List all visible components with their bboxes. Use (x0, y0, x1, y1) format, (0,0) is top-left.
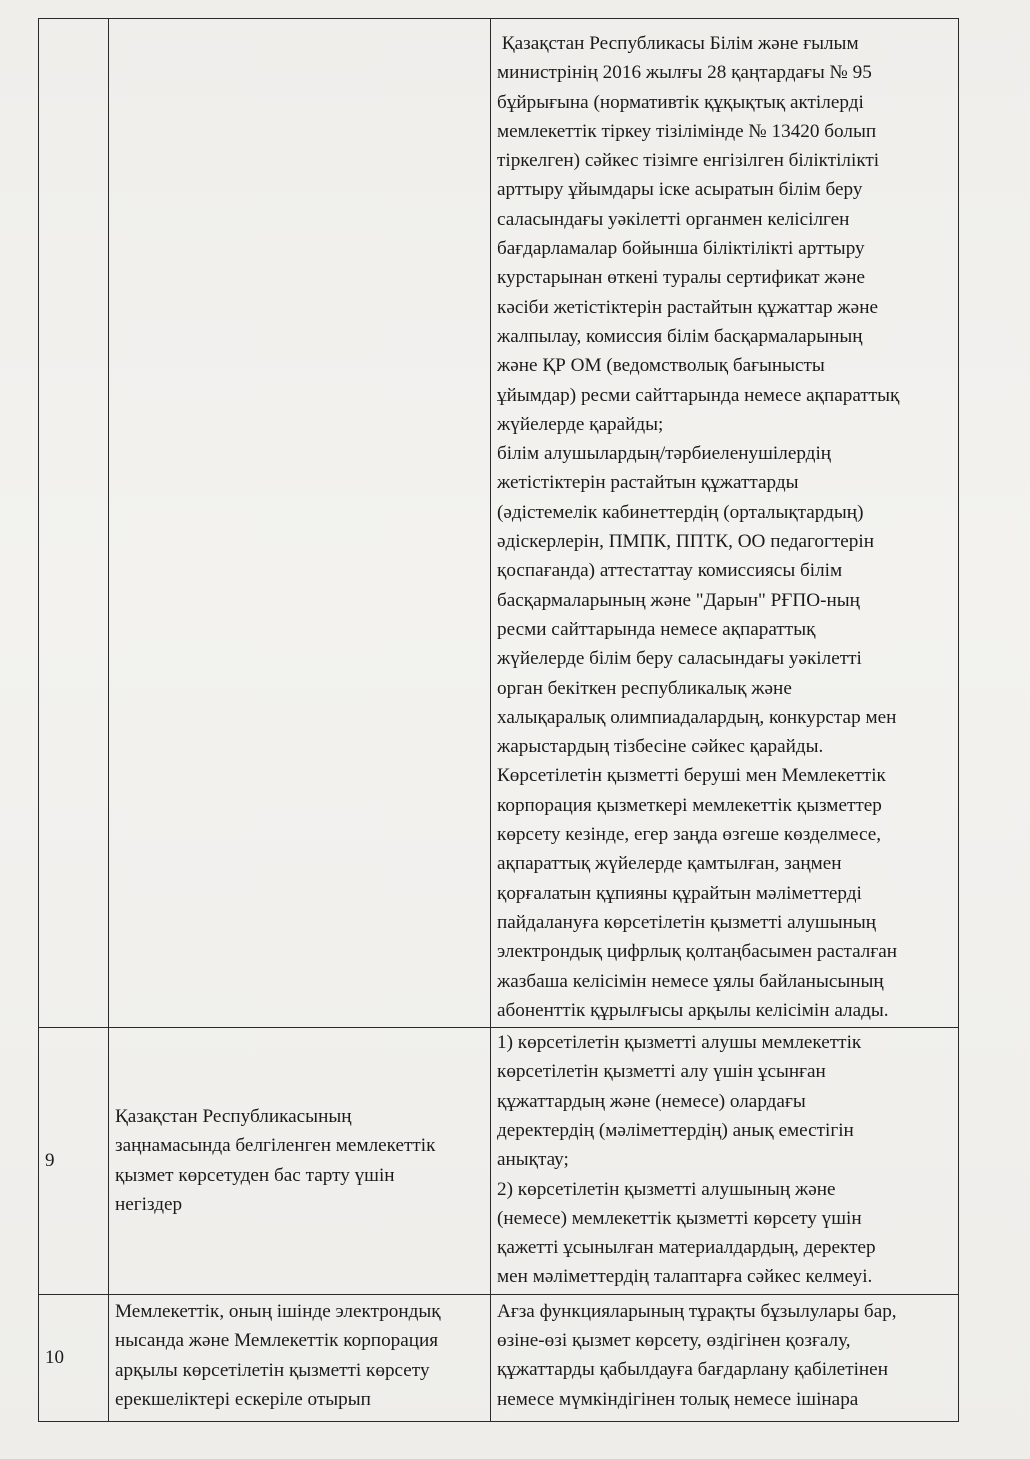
row-description-cell (491, 1294, 959, 1421)
table-row (39, 1294, 959, 1421)
row-number: 10 (45, 1346, 64, 1368)
row-description-cell (491, 19, 959, 1028)
table-row (39, 1028, 959, 1295)
row-number-cell (39, 1294, 109, 1421)
row-name-cell (109, 1028, 491, 1295)
table-row (39, 19, 959, 1028)
row-name: Қазақстан Республикасының заңнамасында белгіленген мемлекеттік қызмет көрсетуден бас тарту үшін негіздер (115, 1105, 436, 1216)
row-description: Қазақстан Республикасы Білім және ғылым министрінің 2016 жылғы 28 қаңтардағы № 95 бұйрығына (нормативтік құқықтық актілерді мемлекеттік тіркеу тізілімінде № 13420 болып тіркелген) сәйкес тізімге енгізілген біліктілікті арттыру ұйымдары іске асыратын білім беру саласындағы уәкілетті органмен келісілген бағдарламалар бойынша біліктілікті арттыру курстарынан өткені туралы сертификат және кәсіби жетістіктерін растайтын құжаттар және жалпылау, комиссия білім басқармаларының және ҚР ОМ (ведомстволық бағынысты ұйымдар) ресми сайттарында немесе ақпараттық жүйелерде қарайды; білім алушылардың/тәрбиеленушілердің жетістіктерін растайтын құжаттарды (әдістемелік кабинеттердің (орталықтардың) әдіскерлерін, ПМПК, ППТК, ОО педагогтерін қоспағанда) аттестаттау комиссиясы білім басқармаларының және "Дарын" РҒПО-ның ресми сайттарында немесе ақпараттық жүйелерде білім беру саласындағы уәкілетті орган бекіткен республикалық және халықаралық олимпиадалардың, конкурстар мен жарыстардың тізбесіне сәйкес қарайды. Көрсетілетін қызметті беруші мен Мемлекеттік корпорация қызметкері мемлекеттік қызметтер көрсету кезінде, егер заңда өзгеше көзделмесе, ақпараттық жүйелерде қамтылған, заңмен қорғалатын құпияны құрайтын мәліметтерді пайдалануға көрсетілетін қызметті алушының электрондық цифрлық қолтаңбасымен расталған жазбаша келісімін немесе ұялы байланысының абоненттік құрылғысы арқылы келісімін алады. (497, 33, 900, 1021)
row-name-cell (109, 19, 491, 1028)
row-description-cell (491, 1028, 959, 1295)
row-number-cell (39, 19, 109, 1028)
services-table (38, 18, 959, 1422)
row-number-cell (39, 1028, 109, 1295)
row-name-cell (109, 1294, 491, 1421)
row-description: Ағза функцияларының тұрақты бұзылулары бар, өзіне-өзі қызмет көрсету, өздігінен қозғалу, құжаттарды қабылдауға бағдарлану қабілетінен немесе мүмкіндігінен толық немесе ішінара (497, 1300, 897, 1410)
row-number: 9 (45, 1149, 55, 1171)
row-description: 1) көрсетілетін қызметті алушы мемлекеттік көрсетілетін қызметті алу үшін ұсынған құжаттардың және (немесе) олардағы деректердің (мәліметтердің) анық еместігін анықтау; 2) көрсетілетін қызметті алушының және (немесе) мемлекеттік қызметті көрсету үшін қажетті ұсынылған материалдардың, деректер мен мәліметтердің талаптарға сәйкес келмеуі. (497, 1032, 876, 1288)
row-name: Мемлекеттік, оның ішінде электрондық нысанда және Мемлекеттік корпорация арқылы көрсетілетін қызметті көрсету ерекшеліктері ескеріле отырып (115, 1300, 441, 1411)
